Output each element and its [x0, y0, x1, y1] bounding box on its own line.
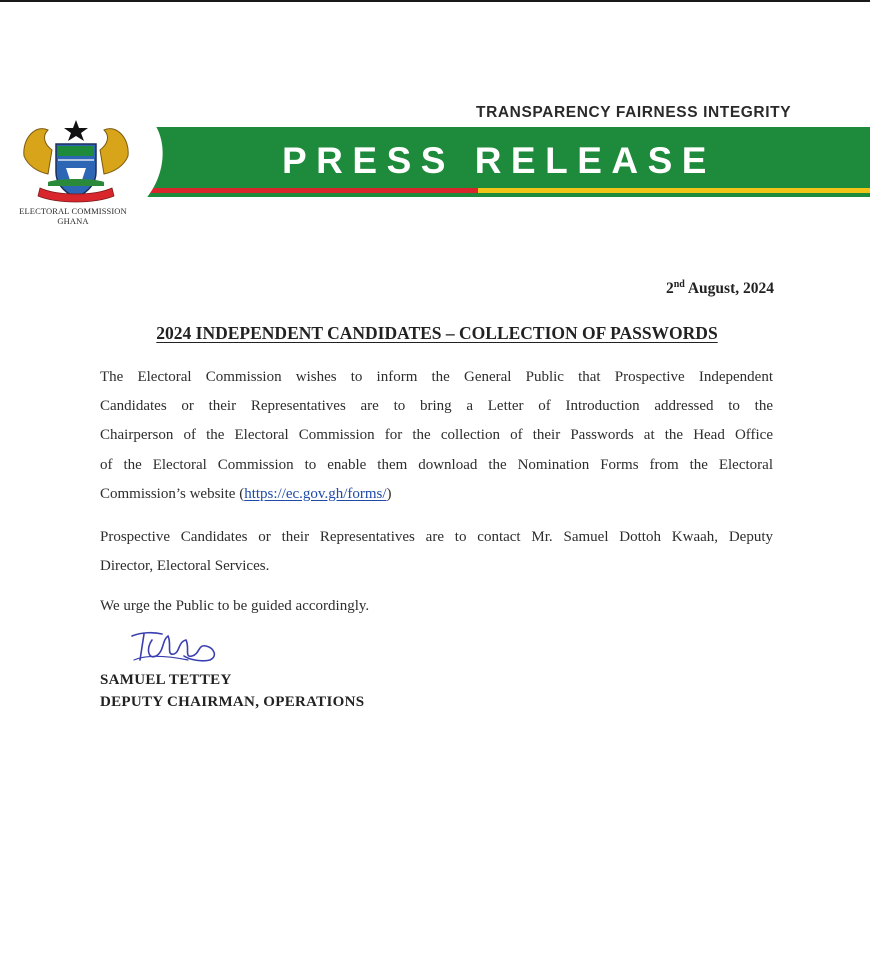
signatory-name: SAMUEL TETTEY: [100, 672, 232, 688]
coat-of-arms-icon: [18, 116, 134, 206]
paragraph-1-last-line: [100, 480, 773, 509]
tagline: TRANSPARENCY FAIRNESS INTEGRITY: [476, 104, 792, 121]
release-date: [666, 280, 774, 298]
date-suffix: nd: [673, 278, 685, 290]
website-link-wrap: [239, 486, 391, 502]
paragraph-2-line: Prospective Candidates or their Representatives are to contact Mr. Samuel Dottoh Kwaah, Deputy: [100, 529, 773, 545]
banner-title: PRESS RELEASE: [282, 140, 716, 181]
paragraph-3-line: We urge the Public to be guided accordingly.: [100, 598, 370, 614]
date-day: 2: [665, 280, 674, 297]
banner-red-stripe: [138, 188, 478, 193]
link-close-paren: ): [386, 485, 392, 502]
organization-name-line2: GHANA: [57, 216, 89, 226]
banner-green-stripe: [138, 193, 870, 197]
banner-gold-stripe: [478, 188, 870, 193]
organization-name-line1: ELECTORAL COMMISSION: [19, 206, 127, 216]
website-prefix: Commission’s website: [100, 485, 240, 502]
paragraph-2: [100, 523, 773, 581]
paragraph-1-line: Chairperson of the Electoral Commission for the collection of their Passwords at the Head Office: [100, 427, 773, 444]
paragraph-1-line: Candidates or their Representatives are to bring a Letter of Introduction addressed to the: [100, 398, 773, 415]
paragraph-2-line: Director, Electoral Services.: [100, 558, 270, 575]
organization-name: [0, 206, 146, 226]
link-open-paren: (: [239, 485, 245, 502]
press-release-headline: 2024 INDEPENDENT CANDIDATES – COLLECTION OF PASSWORDS: [156, 323, 718, 343]
paragraph-1-line: The Electoral Commission wishes to inform the General Public that Prospective Independent: [100, 369, 773, 385]
date-rest: August, 2024: [687, 280, 774, 297]
signatory-title: DEPUTY CHAIRMAN, OPERATIONS: [100, 694, 365, 710]
paragraph-1-line: of the Electoral Commission to enable them download the Nomination Forms from the Electoral: [100, 456, 773, 473]
handwritten-signature-icon: [128, 626, 224, 668]
paragraph-1: [100, 363, 773, 509]
website-link[interactable]: https://ec.gov.gh/forms/: [244, 485, 387, 502]
paragraph-3: [100, 592, 773, 621]
